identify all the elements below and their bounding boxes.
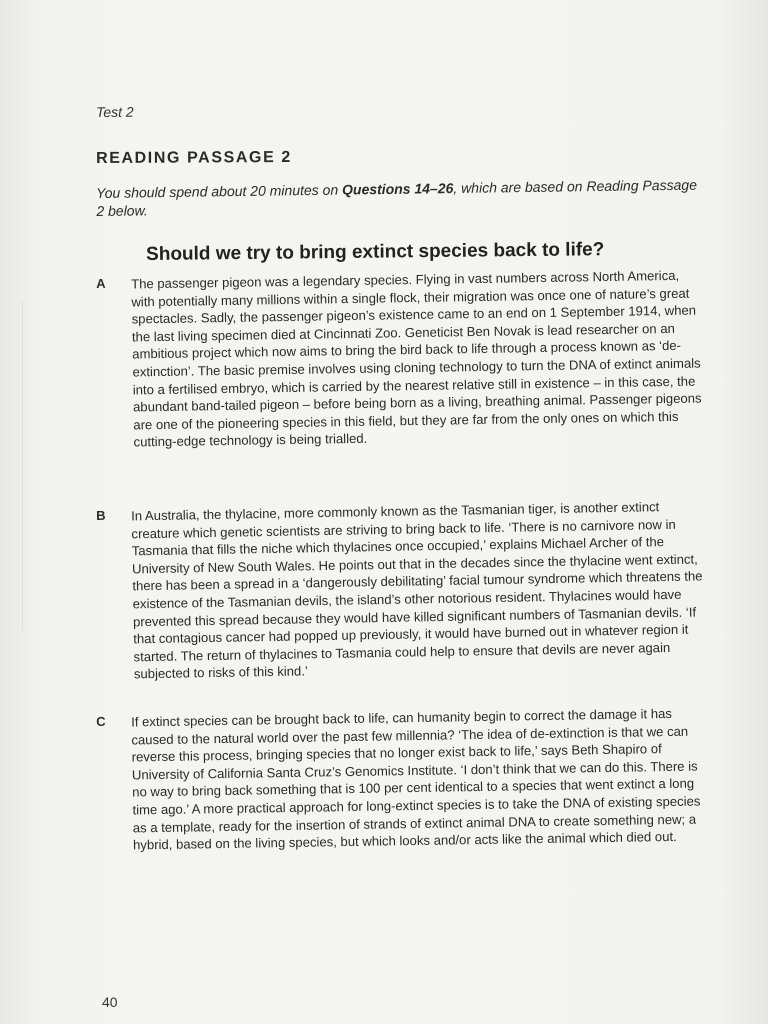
page-number: 40 [102,994,118,1010]
instruction-question-range: Questions 14–26 [341,180,454,198]
reading-instruction [96,175,706,220]
instruction-text-start: You should spend about 20 minutes on [96,181,343,201]
paragraph-b [96,497,705,683]
passage-title: Should we try to bring extinct species back to life? [146,239,605,265]
paragraph-a [96,266,705,451]
paragraph-letter-b: B [96,507,106,523]
paragraph-text-b: In Australia, the thylacine, more commonly known as the Tasmanian tiger, is another extinct creature which genetic scientists are striving to bring back to life. ‘There is no carnivore now in Tasmania that fills the niche which thylacines once occupied,’ explains Michael Archer of the University of New South Wales. He points out that in the decades since the thylacine went extinct, there has been a spread in a ‘dangerously debilitating’ facial tumour syndrome which threatens the existence of the Tasmanian devils, the island’s other notorious resident. Thylacines would have prevented this spread because they would have killed significant numbers of Tasmanian devils. ‘If that contagious cancer had popped up previously, it would have burned out in whatever region it started. The return of thylacines to Tasmania could help to ensure that devils are never again subjected to risks of this kind.’ [131,499,703,682]
paragraph-text-a: The passenger pigeon was a legendary species. Flying in vast numbers across North America, with potentially many millions within a single flock, their migration was once one of nature’s great spectacles. Sadly, the passenger pigeon’s existence came to an end on 1 September 1914, when the last living specimen died at Cincinnati Zoo. Geneticist Ben Novak is lead researcher on an ambitious project which now aims to bring the bird back to life through a process known as ‘de-extinction’. The basic premise involves using cloning technology to turn the DNA of extinct animals into a fertilised embryo, which is carried by the nearest relative still in existence – in this case, the abundant band-tailed pigeon – before being born as a living, breathing animal. Passenger pigeons are one of the pioneering species in this field, but they are far from the only ones on which this cutting-edge technology is being trialled. [131,267,702,450]
section-title: READING PASSAGE 2 [96,148,292,167]
test-label: Test 2 [96,103,134,120]
paragraph-letter-a: A [96,275,106,291]
instruction-text-end: , which are based on Reading Passage 2 below. [96,176,698,219]
scan-edge-shadow [22,300,23,630]
paragraph-text-c: If extinct species can be brought back to life, can humanity begin to correct the damage it has caused to the natural world over the past few millennia? ‘The idea of de-extinction is that we can reverse this process, bringing species that no longer exist back to life,’ says Beth Shapiro of University of California Santa Cruz’s Genomics Institute. ‘I don’t think that we can do this. There is no way to bring back something that is 100 per cent identical to a species that went extinct a long time ago.’ A more practical approach for long-extinct species is to take the DNA of existing species as a template, ready for the insertion of strands of extinct animal DNA to create something new; a hybrid, based on the living species, but which looks and/or acts like the animal which died out. [131,705,701,853]
paragraph-c [96,704,704,854]
paragraph-letter-c: C [96,713,106,729]
